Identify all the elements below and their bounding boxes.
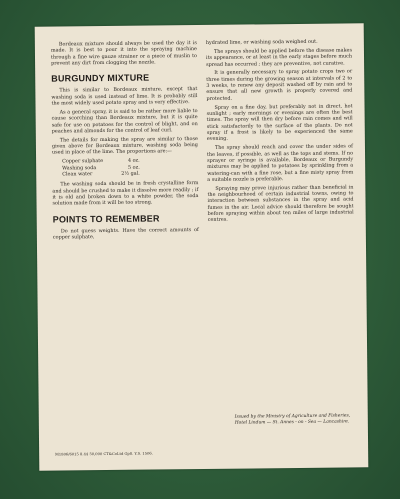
burgundy-paragraph-2: As a general spray, it is said to be rather more liable to cause scorching than Bordeaux mixture, but it is quite safe for use on potatoes for the control of blight, and on peaches and almonds for the control of leaf curl. — [51, 107, 198, 135]
proportion-item: Copper sulphate — [62, 158, 104, 165]
right-paragraph-4: Spray on a fine day, but preferably not in direct, hot sunlight ; early mornings or evenings are often the best times. The spray will then dry before rain comes and will stick satisfactorily to the surface of the plants. Do not spray if a frost is likely to be experienced the same evening. — [206, 103, 353, 143]
leaflet-page — [35, 23, 369, 470]
burgundy-paragraph-1: This is similar to Bordeaux mixture, except that washing soda is used instead of lime. It is probably still the most widely used potato spray and is very effective. — [51, 86, 198, 107]
points-paragraph-1: Do not guess weights. Have the correct amounts of copper sulphate, — [52, 226, 199, 241]
right-paragraph-3: It is generally necessary to spray potato crops two or three times during the growing season at intervals of 2 to 3 weeks, to renew any deposit washed off by rain and to ensure that all new growth is properly covered and protected. — [206, 68, 353, 102]
proportions-table — [62, 158, 140, 178]
burgundy-heading: BURGUNDY MIXTURE — [51, 72, 150, 84]
proportion-item: Washing soda — [62, 164, 97, 172]
burgundy-paragraph-4: The washing soda should be in fresh crystalline form and should be crushed to make it dissolve more readily ; if it is old and broken down to a white powder, the soda solution made from it will be too strong. — [52, 180, 199, 207]
proportion-amount: 4 oz. — [127, 157, 140, 165]
proportion-row — [62, 171, 140, 178]
intro-paragraph: Bordeaux mixture should always be used the day it is made. It is best to pour it into the spraying machine through a fine wire gauze strainer or a piece of muslin to prevent any dirt from clogging the nozzle. — [50, 40, 198, 67]
right-paragraph-6: Spraying may prove injurious rather than beneficial in the neighbourhood of certain industrial towns, owing to interaction between substances in the spray and acid fumes in the air. Local advice should therefore be sought before spraying within about ten miles of large industrial centres. — [207, 184, 354, 224]
right-paragraph-2: The sprays should be applied before the disease makes its appearance, or at least in the early stages before much spread has occurred ; they are preventive, not curative. — [205, 47, 353, 68]
burgundy-paragraph-3: The details for making the spray are similar to those given above for Bordeaux mixture, washing soda being used in place of the lime. The proportions are:— — [51, 135, 198, 157]
right-paragraph-5: The spray should reach and cover the under sides of the leaves, if possible, as well as the tops and stems. If no sprayer or syringe is available, Bordeaux or Burgundy mixtures may be applied to potatoes by sprinkling from a watering-can with a fine rose, but a fine misty spray from a suitable nozzle is preferable. — [206, 143, 354, 183]
left-column — [51, 40, 199, 243]
print-code: M1806/6015 8.44 50,000 CT&CoLtd Gp8. Y.S. 1506. — [55, 451, 153, 457]
proportion-amount: 5 oz. — [127, 164, 140, 171]
issued-by-note: Issued by the Ministry of Agriculture and Fisheries, Hotel Lindum — St. Annes - on - Sea — Lancashire. — [234, 413, 351, 426]
right-paragraph-1: hydrated lime, or washing soda weighed out. — [205, 38, 318, 46]
proportion-amount: 2½ gal. — [121, 170, 140, 177]
right-column — [206, 38, 354, 226]
proportion-item: Clean water — [62, 171, 93, 178]
points-heading: POINTS TO REMEMBER — [52, 213, 160, 225]
